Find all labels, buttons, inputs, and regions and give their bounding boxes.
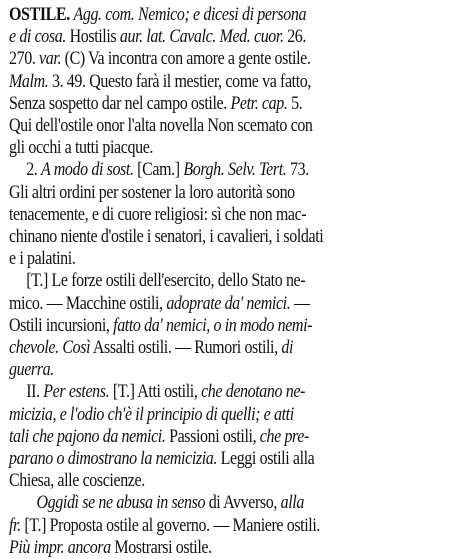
entry-line [9, 448, 459, 470]
text-run: [T.] Atti ostili, [109, 381, 202, 403]
text-run: Assalti ostili. — Rumori ostili, [90, 337, 282, 359]
text-run: (C) Va incontra con amore a gente ostile. [61, 48, 311, 70]
text-run: 270. [9, 48, 40, 70]
italic-text: Borgh. Selv. Tert. [183, 159, 287, 181]
entry-line [9, 26, 459, 48]
entry-line [9, 4, 459, 26]
italic-text: Petr. cap. [230, 92, 288, 114]
italic-text: guerra. [9, 359, 54, 381]
italic-text: Agg. com. Nemico; e dicesi di persona [73, 4, 307, 25]
text-run: Passioni ostili, [165, 425, 260, 447]
text-run: Leggi ostili alla [216, 448, 315, 470]
text-run: Ostili incursioni, [9, 314, 114, 336]
italic-text: Oggidì se ne abusa in senso [36, 492, 206, 514]
italic-text: parano o dimostrano la nemicizia. [9, 448, 217, 470]
text-run: chinano niente d'ostile i senatori, i cavalieri, i soldati [9, 226, 324, 248]
entry-line [9, 315, 459, 337]
text-run: Senza sospetto dar nel campo ostile. [9, 92, 231, 114]
italic-text: fr. [9, 514, 21, 536]
italic-text: micizia, e l'odio ch'è il principio di quelli; e atti [9, 403, 294, 425]
entry-line [9, 270, 469, 292]
text-run: 2. [26, 159, 42, 181]
entry-line [9, 71, 459, 93]
entry-line [9, 515, 459, 537]
entry-line [9, 48, 459, 70]
entry-line [9, 492, 469, 514]
italic-text: adoprate da' nemici. [166, 292, 291, 314]
italic-text: fatto da' nemici, o in modo nemi- [113, 314, 313, 336]
italic-text: Più impr. ancora [9, 536, 111, 558]
text-run: e i palatini. [9, 248, 76, 270]
text-run: Qui dell'ostile onor l'alta novella Non scemato con [9, 115, 313, 137]
italic-text: e di cosa. [9, 26, 66, 48]
text-run: tenacemente, e di cuore religiosi: sì che non mac- [9, 203, 307, 225]
text-run: [T.] Le forze ostili dell'esercito, dello Stato ne- [26, 270, 306, 292]
text-run: Mostrarsi ostile. [110, 536, 212, 558]
text-run: di Avverso, [205, 492, 281, 514]
italic-text: tali che pajono da nemici. [9, 425, 166, 447]
entry-line [9, 470, 459, 492]
text-run: 3. 49. Questo farà il mestier, come va fatto, [48, 70, 312, 92]
italic-text: che denotano ne- [201, 381, 306, 403]
italic-text: chevole. [9, 337, 59, 359]
italic-text: Così [62, 337, 91, 359]
italic-text: aur. lat. Cavalc. Med. cuor. [119, 26, 284, 48]
entry-line [9, 182, 459, 204]
text-run: Chiesa, alle coscienze. [9, 470, 145, 492]
italic-text: Per estens. [43, 381, 110, 403]
entry-line [9, 115, 459, 137]
entry-line [9, 359, 459, 381]
text-run: II. [26, 381, 44, 403]
italic-text: A modo di sost. [41, 159, 134, 181]
italic-text: Malm. [9, 70, 49, 92]
headword: OSTILE. [9, 4, 70, 25]
entry-line [9, 204, 459, 226]
text-run: gli occhi a tutti piacque. [9, 137, 154, 159]
text-run: 5. [287, 92, 303, 114]
italic-text: di [281, 337, 294, 359]
dictionary-entry-ostile [9, 4, 460, 559]
entry-line [9, 93, 459, 115]
entry-line [9, 537, 459, 559]
entry-line [9, 337, 459, 359]
text-run: 73. [286, 159, 309, 181]
entry-line [9, 381, 469, 403]
entry-line [9, 137, 459, 159]
text-run: 26. [283, 26, 307, 48]
text-run: mico. — Macchine ostili, [9, 292, 167, 314]
text-run: Hostilis [65, 26, 120, 48]
text-run: — [290, 292, 310, 314]
text-run: [T.] Proposta ostile al governo. — Maniere ostili. [20, 514, 321, 536]
entry-line [9, 159, 469, 181]
entry-line [9, 293, 459, 315]
text-run: [Cam.] [133, 159, 184, 181]
italic-text: alla [280, 492, 304, 514]
italic-text: che pre- [259, 425, 309, 447]
entry-line [9, 248, 459, 270]
entry-line [9, 226, 459, 248]
text-run: Gli altri ordini per sostener la loro autorità sono [9, 181, 295, 203]
italic-text: var. [39, 48, 62, 70]
entry-line [9, 426, 459, 448]
entry-line [9, 404, 459, 426]
